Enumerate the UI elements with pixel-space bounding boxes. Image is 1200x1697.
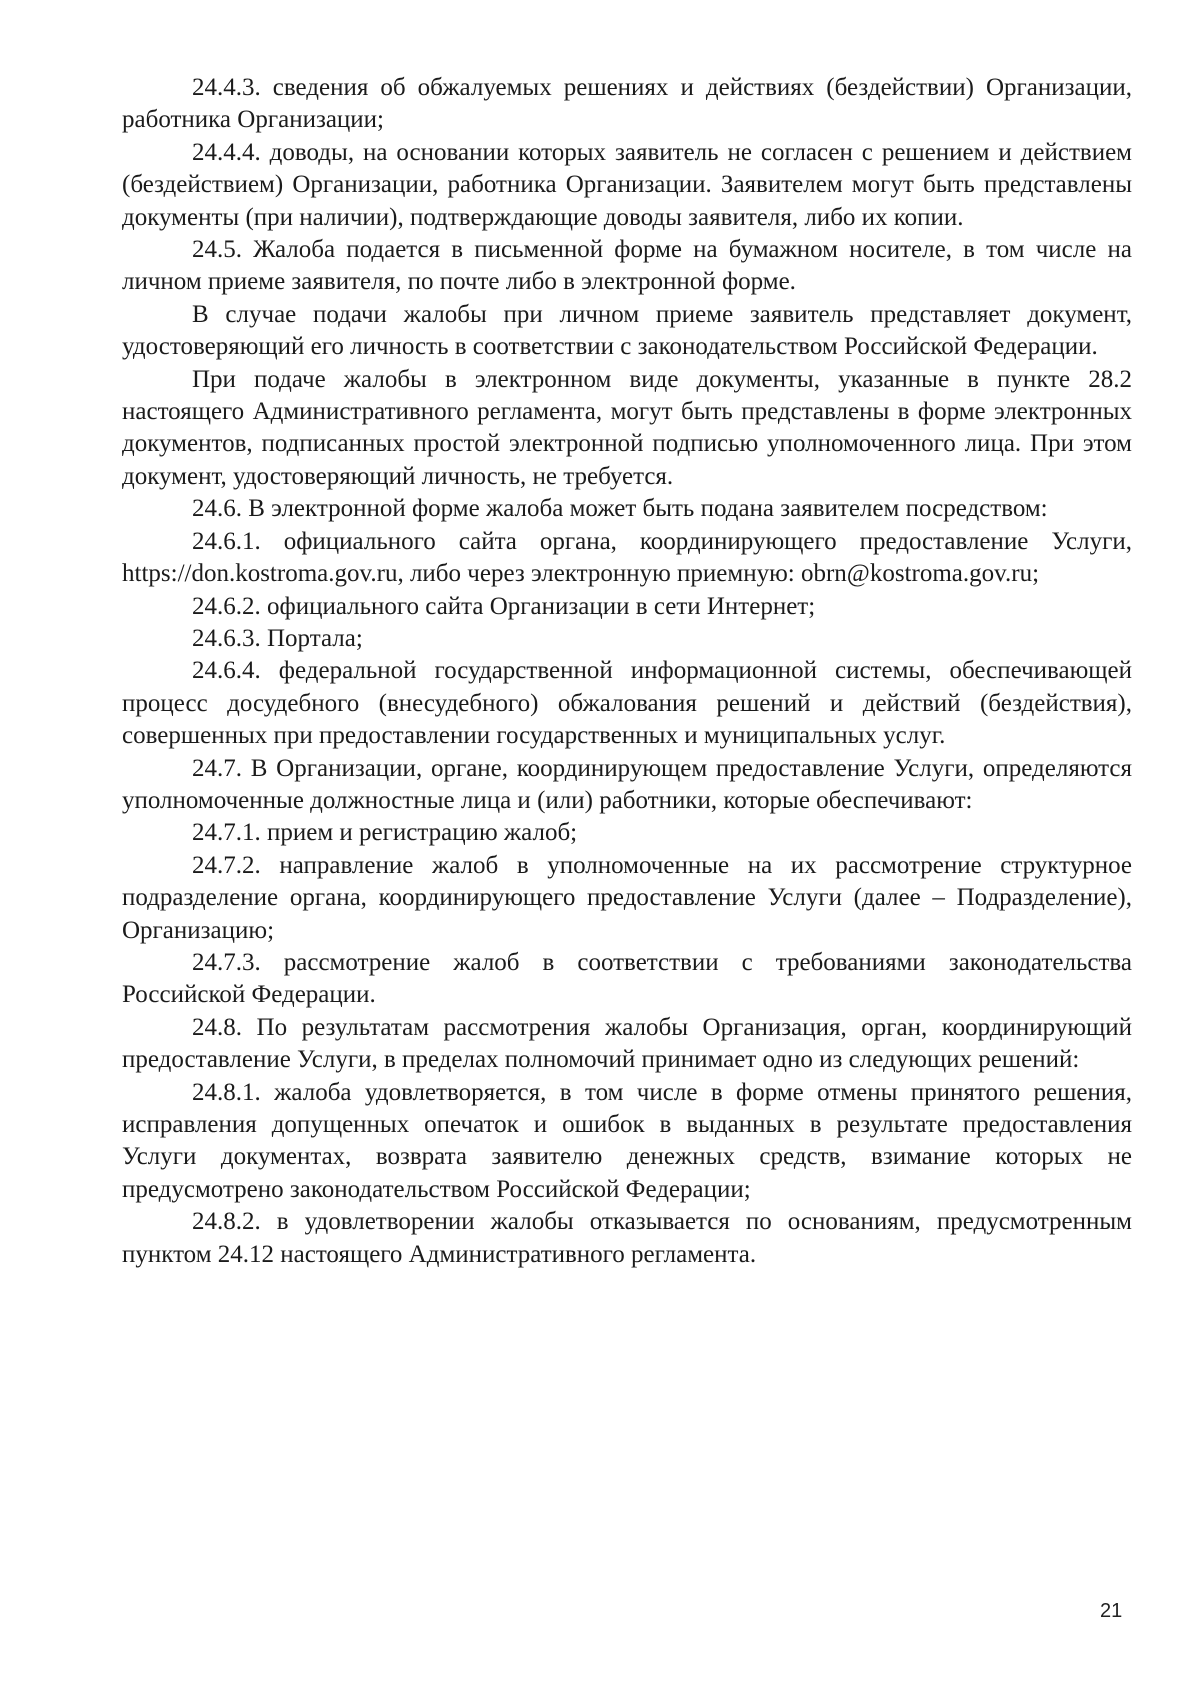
paragraph-24-8-1: 24.8.1. жалоба удовлетворяется, в том числе в форме отмены принятого решения, исправления допущенных опечаток и ошибок в выданных в результате предоставления Услуги документах, возврата заявителю денежных средств, взимание которых не предусмотрено законодательством Российской Федерации; (122, 1078, 1132, 1203)
paragraph-24-6-1: 24.6.1. официального сайта органа, координирующего предоставление Услуги, https://don.kostroma.gov.ru, либо через электронную приемную: obrn@kostroma.gov.ru; (122, 527, 1132, 588)
paragraph-24-8: 24.8. По результатам рассмотрения жалобы Организация, орган, координирующий предоставление Услуги, в пределах полномочий принимает одно из следующих решений: (122, 1013, 1132, 1074)
paragraph-24-8-2: 24.8.2. в удовлетворении жалобы отказывается по основаниям, предусмотренным пунктом 24.12 настоящего Административного регламента. (122, 1208, 1132, 1268)
paragraph-24-7: 24.7. В Организации, органе, координирующем предоставление Услуги, определяются уполномоченные должностные лица и (или) работники, которые обеспечивают: (122, 754, 1132, 814)
paragraph-24-6-3: 24.6.3. Портала; (192, 624, 363, 652)
paragraph-24-7-1: 24.7.1. прием и регистрацию жалоб; (192, 819, 578, 847)
paragraph-24-5: 24.5. Жалоба подается в письменной форме на бумажном носителе, в том числе на личном приеме заявителя, по почте либо в электронной форме. (122, 236, 1132, 296)
paragraph-24-4-4: 24.4.4. доводы, на основании которых заявитель не согласен с решением и действием (бездействием) Организации, работника Организации. Заявителем могут быть представлены документы (при наличии), подтверждающие доводы заявителя, либо их копии. (122, 138, 1132, 231)
paragraph-electronic-submission: При подаче жалобы в электронном виде документы, указанные в пункте 28.2 настоящего Административного регламента, могут быть представлены в форме электронных документов, подписанных простой электронной подписью уполномоченного лица. При этом документ, удостоверяющий личность, не требуется. (122, 365, 1132, 490)
paragraph-24-7-3: 24.7.3. рассмотрение жалоб в соответствии с требованиями законодательства Российской Федерации. (122, 948, 1132, 1009)
paragraph-24-6-2: 24.6.2. официального сайта Организации в сети Интернет; (192, 592, 816, 620)
page-number: 21 (1100, 1600, 1123, 1622)
paragraph-24-7-2: 24.7.2. направление жалоб в уполномоченные на их рассмотрение структурное подразделение органа, координирующего предоставление Услуги (далее – Подразделение), Организацию; (122, 851, 1132, 944)
paragraph-personal-reception: В случае подачи жалобы при личном приеме заявитель представляет документ, удостоверяющий его личность в соответствии с законодательством Российской Федерации. (122, 300, 1132, 361)
paragraph-24-6: 24.6. В электронной форме жалоба может быть подана заявителем посредством: (192, 495, 1048, 523)
paragraph-24-4-3: 24.4.3. сведения об обжалуемых решениях и действиях (бездействии) Организации, работника Организации; (122, 74, 1132, 134)
paragraph-24-6-4: 24.6.4. федеральной государственной информационной системы, обеспечивающей процесс досудебного (внесудебного) обжалования решений и действий (бездействия), совершенных при предоставлении государственных и муниципальных услуг. (122, 657, 1132, 750)
document-body (122, 72, 1132, 1271)
